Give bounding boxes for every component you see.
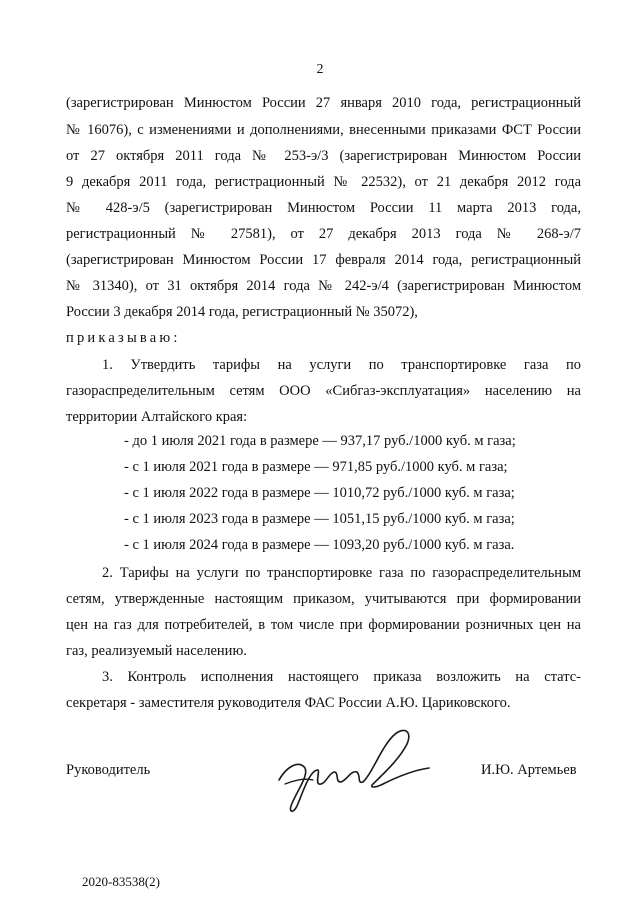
tariff-item: - с 1 июля 2022 года в размере — 1010,72 руб./1000 куб. м газа; <box>124 485 515 501</box>
preamble-line: № 31340), от 31 октября 2014 года № 242-э/4 (зарегистрирован Минюстом <box>66 278 581 294</box>
preamble-line: России 3 декабря 2014 года, регистрационный № 35072), <box>66 304 418 320</box>
item3-line: 3. Контроль исполнения настоящего приказа возложить на статс- <box>102 669 581 685</box>
preamble-line: регистрационный № 27581), от 27 декабря 2013 года № 268-э/7 <box>66 226 581 242</box>
page-number: 2 <box>316 62 324 77</box>
preamble-line: (зарегистрирован Минюстом России 17 февраля 2014 года, регистрационный <box>66 252 581 268</box>
document-number: 2020-83538(2) <box>82 874 160 889</box>
item2-line: 2. Тарифы на услуги по транспортировке газа по газораспределительным <box>102 565 581 581</box>
item3-line: секретаря - заместителя руководителя ФАС России А.Ю. Цариковского. <box>66 695 511 711</box>
tariff-item: - с 1 июля 2023 года в размере — 1051,15 руб./1000 куб. м газа; <box>124 511 515 527</box>
item1-line: 1. Утвердить тарифы на услуги по транспортировке газа по <box>102 357 581 373</box>
preamble-line: № 16076), с изменениями и дополнениями, внесенными приказами ФСТ России <box>66 122 581 138</box>
signatory-role: Руководитель <box>66 762 151 778</box>
preamble-line: (зарегистрирован Минюстом России 27 января 2010 года, регистрационный <box>66 95 581 111</box>
tariff-item: - с 1 июля 2021 года в размере — 971,85 руб./1000 куб. м газа; <box>124 459 508 475</box>
tariff-item: - до 1 июля 2021 года в размере — 937,17 руб./1000 куб. м газа; <box>124 433 516 449</box>
preamble-line: № 428-э/5 (зарегистрирован Минюстом России 11 марта 2013 года, <box>66 200 581 216</box>
item2-line: газ, реализуемый населению. <box>66 643 247 659</box>
tariff-item: - с 1 июля 2024 года в размере — 1093,20 руб./1000 куб. м газа. <box>124 537 515 553</box>
signatory-name: И.Ю. Артемьев <box>481 762 577 778</box>
preamble-line: от 27 октября 2011 года № 253-э/3 (зарегистрирован Минюстом России <box>66 148 581 164</box>
item2-line: сетям, утвержденные настоящим приказом, учитываются при формировании <box>66 591 581 607</box>
preamble-line: 9 декабря 2011 года, регистрационный № 22532), от 21 декабря 2012 года <box>66 174 581 190</box>
item1-line: газораспределительным сетям ООО «Сибгаз-эксплуатация» населению на <box>66 383 581 399</box>
handwritten-signature <box>265 722 435 817</box>
item1-line: территории Алтайского края: <box>66 409 248 425</box>
order-word: приказываю: <box>66 330 181 346</box>
item2-line: цен на газ для потребителей, в том числе при формировании розничных цен на <box>66 617 581 633</box>
